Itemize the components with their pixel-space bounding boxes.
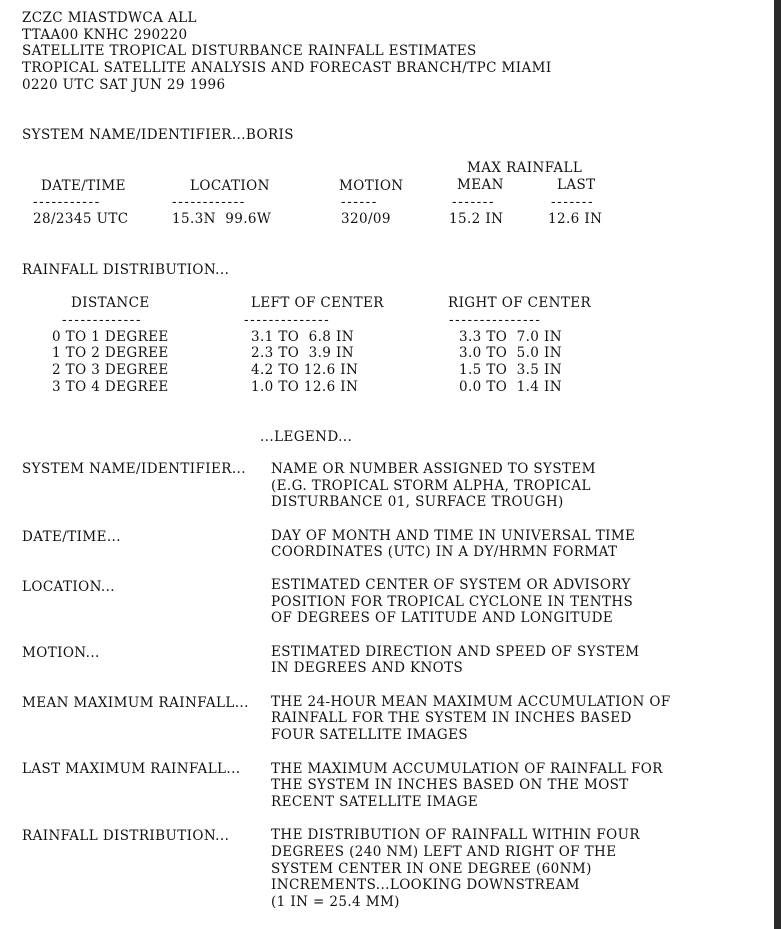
max-rainfall-header: MAX RAINFALL (467, 160, 583, 176)
col-left: LEFT OF CENTER (251, 295, 384, 311)
col-motion: MOTION (339, 178, 404, 194)
legend-term-last-rainfall: LAST MAXIMUM RAINFALL... (22, 761, 241, 777)
dist-row-2-left: 2.3 TO 3.9 IN (251, 345, 354, 361)
dash-distance: ------------- (62, 312, 143, 328)
dash-location: ------------ (172, 194, 246, 210)
header-line-4: TROPICAL SATELLITE ANALYSIS AND FORECAST BRANCH/TPC MIAMI (22, 60, 552, 76)
col-right: RIGHT OF CENTER (448, 295, 592, 311)
legend-desc-datetime-1: DAY OF MONTH AND TIME IN UNIVERSAL TIME (271, 528, 636, 544)
dist-row-1-left: 3.1 TO 6.8 IN (251, 329, 354, 345)
col-location: LOCATION (190, 178, 270, 194)
header-line-2: TTAA00 KNHC 290220 (22, 27, 188, 43)
value-datetime: 28/2345 UTC (33, 211, 129, 227)
value-last: 12.6 IN (548, 211, 603, 227)
legend-desc-distribution-2: DEGREES (240 NM) LEFT AND RIGHT OF THE (271, 844, 617, 860)
legend-term-system: SYSTEM NAME/IDENTIFIER... (22, 461, 246, 477)
legend-desc-last-rainfall-2: THE SYSTEM IN INCHES BASED ON THE MOST (271, 777, 629, 793)
legend-desc-last-rainfall-3: RECENT SATELLITE IMAGE (271, 794, 479, 810)
legend-desc-system-1: NAME OR NUMBER ASSIGNED TO SYSTEM (271, 461, 596, 477)
dash-motion: ------ (341, 194, 378, 210)
dist-row-4-distance: 3 TO 4 DEGREE (52, 379, 169, 395)
dash-datetime: ----------- (33, 194, 101, 210)
value-mean: 15.2 IN (449, 211, 504, 227)
header-line-5: 0220 UTC SAT JUN 29 1996 (22, 77, 226, 93)
distribution-title: RAINFALL DISTRIBUTION... (22, 262, 230, 278)
dash-right: --------------- (449, 312, 542, 328)
legend-desc-distribution-1: THE DISTRIBUTION OF RAINFALL WITHIN FOUR (271, 827, 640, 843)
dist-row-2-right: 3.0 TO 5.0 IN (459, 345, 562, 361)
dist-row-4-left: 1.0 TO 12.6 IN (251, 379, 359, 395)
value-motion: 320/09 (341, 211, 391, 227)
value-location: 15.3N 99.6W (172, 211, 272, 227)
legend-term-distribution: RAINFALL DISTRIBUTION... (22, 828, 230, 844)
legend-desc-system-2: (E.G. TROPICAL STORM ALPHA, TROPICAL (271, 478, 591, 494)
dash-mean: ------- (452, 194, 496, 210)
legend-desc-distribution-3: SYSTEM CENTER IN ONE DEGREE (60NM) (271, 861, 592, 877)
dash-last: ------- (551, 194, 595, 210)
header-line-3: SATELLITE TROPICAL DISTURBANCE RAINFALL ESTIMATES (22, 43, 477, 59)
legend-desc-location-2: POSITION FOR TROPICAL CYCLONE IN TENTHS (271, 594, 634, 610)
legend-desc-location-3: OF DEGREES OF LATITUDE AND LONGITUDE (271, 610, 614, 626)
dist-row-3-right: 1.5 TO 3.5 IN (459, 362, 562, 378)
dist-row-2-distance: 1 TO 2 DEGREE (52, 345, 169, 361)
legend-term-datetime: DATE/TIME... (22, 529, 121, 545)
col-datetime: DATE/TIME (41, 178, 126, 194)
system-name: SYSTEM NAME/IDENTIFIER...BORIS (22, 127, 294, 143)
col-distance: DISTANCE (71, 295, 150, 311)
dist-row-3-distance: 2 TO 3 DEGREE (52, 362, 169, 378)
dist-row-3-left: 4.2 TO 12.6 IN (251, 362, 359, 378)
legend-desc-system-3: DISTURBANCE 01, SURFACE TROUGH) (271, 494, 564, 510)
col-last: LAST (557, 177, 596, 193)
dist-row-4-right: 0.0 TO 1.4 IN (459, 379, 562, 395)
legend-title: ...LEGEND... (260, 429, 353, 445)
legend-term-location: LOCATION... (22, 579, 116, 595)
col-mean: MEAN (457, 177, 504, 193)
legend-desc-last-rainfall-1: THE MAXIMUM ACCUMULATION OF RAINFALL FOR (271, 761, 663, 777)
header-line-1: ZCZC MIASTDWCA ALL (22, 10, 197, 26)
legend-desc-location-1: ESTIMATED CENTER OF SYSTEM OR ADVISORY (271, 577, 631, 593)
legend-term-motion: MOTION... (22, 645, 100, 661)
legend-desc-mean-rainfall-2: RAINFALL FOR THE SYSTEM IN INCHES BASED (271, 710, 632, 726)
legend-term-mean-rainfall: MEAN MAXIMUM RAINFALL... (22, 695, 249, 711)
legend-desc-mean-rainfall-3: FOUR SATELLITE IMAGES (271, 727, 468, 743)
legend-desc-motion-1: ESTIMATED DIRECTION AND SPEED OF SYSTEM (271, 644, 640, 660)
legend-desc-distribution-4: INCREMENTS...LOOKING DOWNSTREAM (271, 877, 580, 893)
dist-row-1-distance: 0 TO 1 DEGREE (52, 329, 169, 345)
legend-desc-distribution-5: (1 IN = 25.4 MM) (271, 894, 400, 910)
legend-desc-datetime-2: COORDINATES (UTC) IN A DY/HRMN FORMAT (271, 544, 618, 560)
legend-desc-motion-2: IN DEGREES AND KNOTS (271, 660, 464, 676)
legend-desc-mean-rainfall-1: THE 24-HOUR MEAN MAXIMUM ACCUMULATION OF (271, 694, 671, 710)
dash-left: -------------- (244, 312, 331, 328)
dist-row-1-right: 3.3 TO 7.0 IN (459, 329, 562, 345)
scan-edge (774, 0, 781, 929)
